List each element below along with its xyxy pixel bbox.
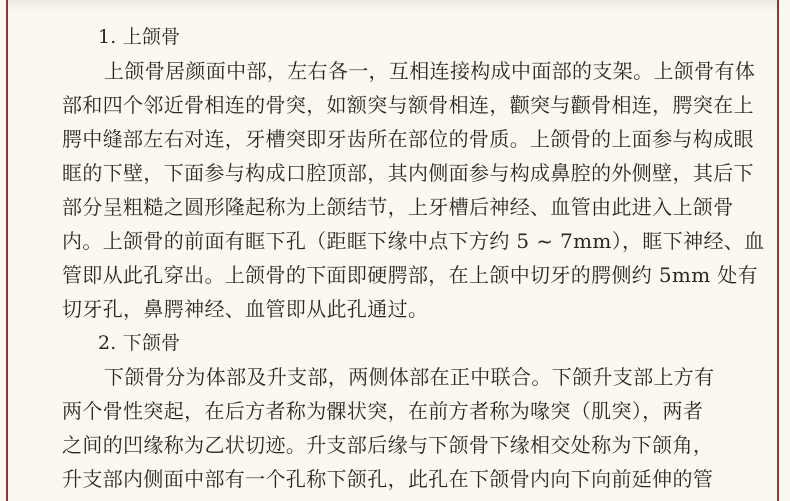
paragraph-line: 升支部内侧面中部有一个孔称下颌孔，此孔在下颌骨内向下向前延伸的管 [62,467,714,491]
paragraph-line: 下颌骨分为体部及升支部，两侧体部在正中联合。下颌升支部上方有 [104,365,715,389]
paragraph-line: 部和四个邻近骨相连的骨突，如额突与额骨相连，颧突与颧骨相连，腭突在上 [62,93,754,117]
paragraph-line: 部分呈粗糙之圆形隆起称为上颌结节，上牙槽后神经、血管由此进入上颌骨 [62,195,734,219]
paragraph-line: 上颌骨居颜面中部，左右各一，互相连接构成中面部的支架。上颌骨有体 [104,59,756,83]
paragraph-line: 管即从此孔穿出。上颌骨的下面即硬腭部，在上颌中切牙的腭侧约 5mm 处有 [62,263,758,287]
section-heading-mandible: 2. 下颌骨 [98,332,181,354]
paragraph-line: 腭中缝部左右对连，牙槽突即牙齿所在部位的骨质。上颌骨的上面参与构成眼 [62,127,754,151]
paragraph-line: 之间的凹缘称为乙状切迹。升支部后缘与下颌骨下缘相交处称为下颌角， [62,433,714,457]
page-top-shade [8,0,777,12]
section-heading-maxilla: 1. 上颌骨 [98,26,181,48]
paragraph-line: 眶的下壁，下面参与构成口腔顶部，其内侧面参与构成鼻腔的外侧壁，其后下 [62,161,754,185]
paragraph-line: 切牙孔，鼻腭神经、血管即从此孔通过。 [62,297,429,321]
page-left-border [6,0,8,501]
paragraph-line: 两个骨性突起，在后方者称为髁状突，在前方者称为喙突（肌突），两者 [62,399,704,423]
paragraph-line: 内。上颌骨的前面有眶下孔（距眶下缘中点下方约 5 ~ 7mm），眶下神经、血 [62,229,765,253]
page-right-border [777,0,779,501]
